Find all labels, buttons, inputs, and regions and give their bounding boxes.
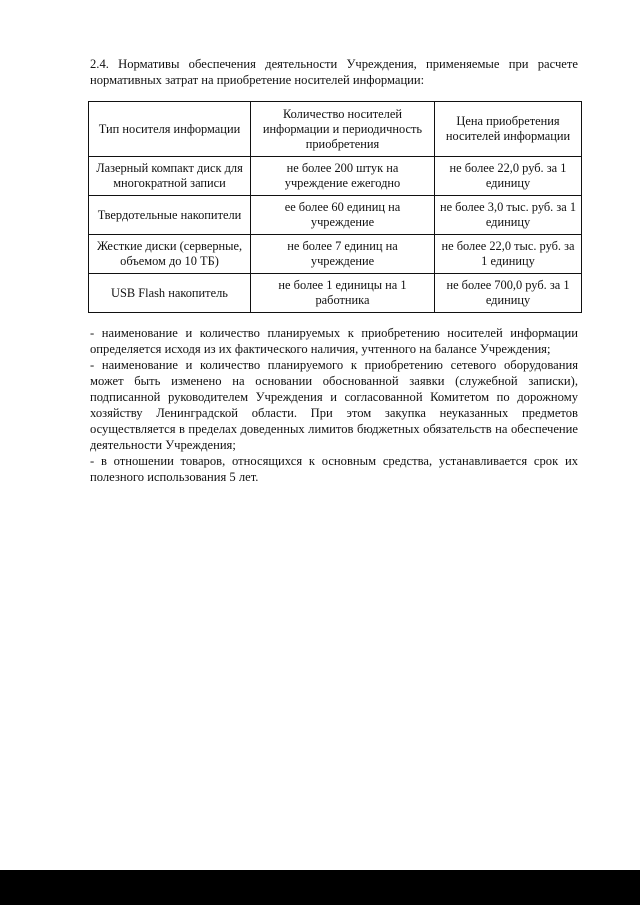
cell-price: не более 3,0 тыс. руб. за 1 единицу <box>435 196 582 235</box>
cell-media-type: USB Flash накопитель <box>89 274 251 313</box>
table-row <box>89 157 582 196</box>
cell-quantity: не более 1 единицы на 1 работника <box>251 274 435 313</box>
header-media-type: Тип носителя информации <box>89 102 251 157</box>
table-row <box>89 274 582 313</box>
cell-media-type: Жесткие диски (серверные, объемом до 10 ТБ) <box>89 235 251 274</box>
table-row <box>89 235 582 274</box>
cell-media-type: Твердотельные накопители <box>89 196 251 235</box>
section-heading: 2.4. Нормативы обеспечения деятельности Учреждения, применяемые при расчете нормативных затрат на приобретение носителей информации: <box>90 57 578 87</box>
cell-quantity: ее более 60 единиц на учреждение <box>251 196 435 235</box>
header-price: Цена приобретения носителей информации <box>435 102 582 157</box>
norms-table <box>88 101 582 313</box>
cell-quantity: не более 7 единиц на учреждение <box>251 235 435 274</box>
header-quantity: Количество носителей информации и периодичность приобретения <box>251 102 435 157</box>
note-paragraph: - наименование и количество планируемого к приобретению сетевого оборудования может быть изменено на основании обоснованной заявки (служебной записки), подписанной руководителем Учреждения и согласованной Комитетом по дорожному хозяйству Ленинградской области. При этом закупка неуказанных предметов осуществляется в пределах доведенных лимитов бюджетных обязательств на обеспечение деятельности Учреждения; <box>90 358 578 452</box>
cell-quantity: не более 200 штук на учреждение ежегодно <box>251 157 435 196</box>
cell-price: не более 22,0 тыс. руб. за 1 единицу <box>435 235 582 274</box>
cell-media-type: Лазерный компакт диск для многократной записи <box>89 157 251 196</box>
scan-bottom-border <box>0 870 640 905</box>
cell-price: не более 700,0 руб. за 1 единицу <box>435 274 582 313</box>
cell-price: не более 22,0 руб. за 1 единицу <box>435 157 582 196</box>
note-paragraph: - наименование и количество планируемых к приобретению носителей информации определяется исходя из их фактического наличия, учтенного на балансе Учреждения; <box>90 326 578 356</box>
table-header-row <box>89 102 582 157</box>
table-row <box>89 196 582 235</box>
notes-block <box>90 325 578 485</box>
note-paragraph: - в отношении товаров, относящихся к основным средства, устанавливается срок их полезного использования 5 лет. <box>90 454 578 484</box>
